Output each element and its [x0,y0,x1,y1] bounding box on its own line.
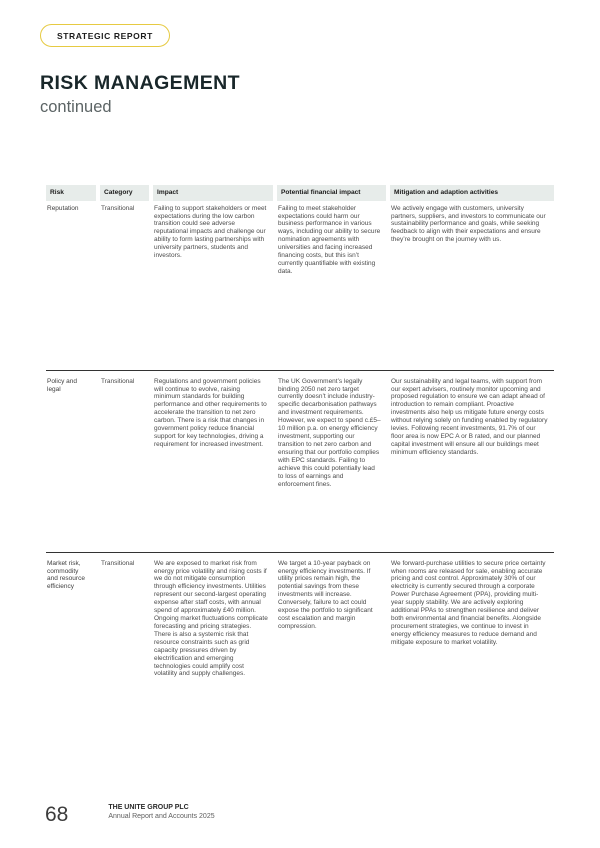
risk-category: Transitional [101,377,135,385]
strategic-report-badge: STRATEGIC REPORT [40,24,170,47]
risk-mitigation: We actively engage with customers, university partners, suppliers, and investors to communicate our sustainability performance and goals, while seeking feedback to align with their expectations and ensure they’re brought on the journey with us. [391,204,546,244]
risk-mitigation: We forward-purchase utilities to secure price certainty when rooms are released for sale, enabling accurate pricing and cost control. Approximately 30% of our electricity is currently secured through a corporate Power Purchase Agreement (PPA), providing multi-year supply stability. We are actively exploring additional PPAs to strengthen resilience and deliver both environmental and financial benefits. Alongside procurement strategies, we continue to invest in energy efficiency measures to reduce demand and mitigate exposure to market volatility. [391,559,546,646]
risk-name: Policy and legal [47,377,77,393]
risk-category: Transitional [101,559,135,567]
page-subtitle: continued [40,98,112,116]
risk-financial-impact: The UK Government’s legally binding 2050 net zero target currently doesn’t include industry-specific decarbonisation pathways and investment requirements. However, we expect to spend c.£5–10 million p.a. on energy efficiency investment, supporting our transition to net zero carbon and ensuring that our portfolio complies with EPC standards. Failing to achieve this could potentially lead to loss of earnings and enforcement fines. [278,377,381,488]
table-row-policy-legal [46,370,554,552]
risk-financial-impact: We target a 10-year payback on energy efficiency investments. If utility prices remain high, the potential savings from these investments will increase. Conversely, failure to act could expose the portfolio to significant cost escalation and margin compression. [278,559,373,630]
column-header-impact: Impact [153,185,273,201]
risk-impact: Regulations and government policies will continue to evolve, raising minimum standards for building performance and other requirements to accelerate the transition to net zero carbon. There is a risk that changes in government policy reduce financial support for key technologies, driving a requirement for increased investment. [154,377,267,448]
column-header-category: Category [100,185,149,201]
table-row-reputation [46,201,554,370]
footer-report-name: Annual Report and Accounts 2025 [108,813,215,821]
risk-name: Reputation [47,204,79,212]
table-header-row [46,185,554,201]
risk-financial-impact: Failing to meet stakeholder expectations could harm our business performance in various ways, including our ability to secure nomination agreements with universities and facing increased financing costs, but this isn’t currently quantifiable with existing data. [278,204,381,275]
risk-mitigation: Our sustainability and legal teams, with support from our expert advisers, routinely monitor upcoming and proposed regulation to ensure we can adapt ahead of introduction to remain compliant. Proactive investments also help us mitigate future energy costs without relying solely on funding enabled by regulatory levies. Following recent investments, 91.7% of our floor area is now EPC A or B rated, and our planned capital investment will ensure all our buildings meet minimum efficiency standards. [391,377,548,456]
table-row-market-risk [46,552,554,717]
risk-category: Transitional [101,204,135,212]
page-title: RISK MANAGEMENT [40,72,240,94]
risk-name: Market risk, commodity and resource efficiency [47,559,85,591]
page-footer [45,801,215,825]
page-number: 68 [45,803,69,826]
risk-impact: Failing to support stakeholders or meet expectations during the low carbon transition could see adverse reputational impacts and challenge our ability to form lasting partnerships with university partners, students and investors. [154,204,267,260]
footer-meta [108,803,214,822]
column-header-financial-impact: Potential financial impact [277,185,386,201]
risk-table [46,185,554,717]
risk-impact: We are exposed to market risk from energy price volatility and rising costs if we do not mitigate consumption through efficiency investments. Utilities represent our second-largest operating expense after staff costs, with annual spend of approximately £40 million. Ongoing market fluctuations complicate forecasting and pricing strategies. There is also a systemic risk that resource constraints such as grid capacity pressures driven by electrification and emerging technologies could amplify cost volatility and supply challenges. [154,559,268,678]
footer-company-name: THE UNITE GROUP PLC [108,804,189,811]
column-header-mitigation: Mitigation and adaption activities [390,185,554,201]
column-header-risk: Risk [46,185,96,201]
